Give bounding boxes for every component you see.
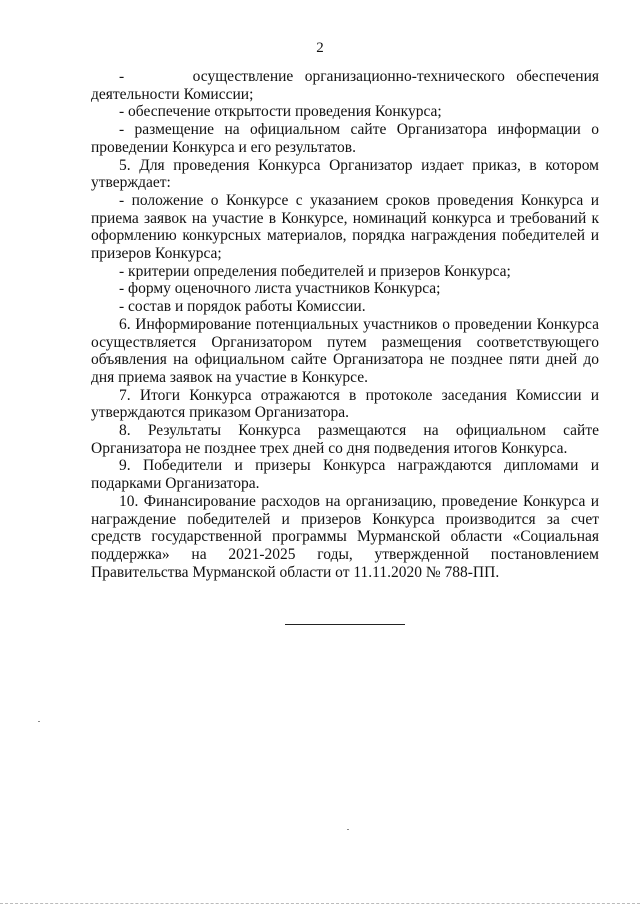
page-number: 2 (316, 40, 324, 56)
scan-artifact-dot (38, 721, 40, 722)
scan-artifact-dot (347, 829, 349, 830)
paragraph-item-9: 9. Победители и призеры Конкурса награждаются дипломами и подарками Организатора. (91, 457, 599, 493)
paragraph-item-10: 10. Финансирование расходов на организацию, проведение Конкурса и награждение победителей и призеров Конкурса производится за счет средств государственной программы Мурманской области «Социальная поддержка» на 2021-2025 годы, утвержденной постановлением Правительства Мурманской области от 11.11.2020 № 788-ПП. (91, 492, 599, 581)
paragraph-item-8: 8. Результаты Конкурса размещаются на официальном сайте Организатора не позднее трех дней со дня подведения итогов Конкурса. (91, 422, 599, 457)
paragraph-regulation: - положение о Конкурсе с указанием сроков проведения Конкурса и приема заявок на участие в Конкурсе, номинаций конкурса и требований к оформлению конкурсных материалов, порядка награждения победителей и призеров Конкурса; (91, 191, 599, 263)
paragraph-commission-support: - осуществление организационно-технического обеспечения деятельности Комиссии; (91, 68, 599, 103)
document-body (91, 68, 599, 581)
paragraph-publication: - размещение на официальном сайте Организатора информации о проведении Конкурса и его результатов. (91, 121, 599, 156)
paragraph-item-6: 6. Информирование потенциальных участников о проведении Конкурса осуществляется Организатором путем размещения соответствующего объявления на официальном сайте Организатора не позднее пяти дней до дня приема заявок на участие в Конкурсе. (91, 315, 599, 386)
paragraph-item-7: 7. Итоги Конкурса отражаются в протоколе заседания Комиссии и утверждаются приказом Организатора. (91, 386, 599, 422)
paragraph-commission-composition: - состав и порядок работы Комиссии. (119, 298, 366, 316)
paragraph-item-5: 5. Для проведения Конкурса Организатор издает приказ, в котором утверждает: (91, 156, 599, 192)
paragraph-criteria: - критерии определения победителей и призеров Конкурса; (119, 262, 511, 280)
page-bottom-edge (0, 903, 640, 904)
end-separator-line (285, 624, 405, 625)
paragraph-openness: - обеспечение открытости проведения Конкурса; (119, 103, 442, 121)
paragraph-evaluation-form: - форму оценочного листа участников Конкурса; (119, 280, 441, 298)
